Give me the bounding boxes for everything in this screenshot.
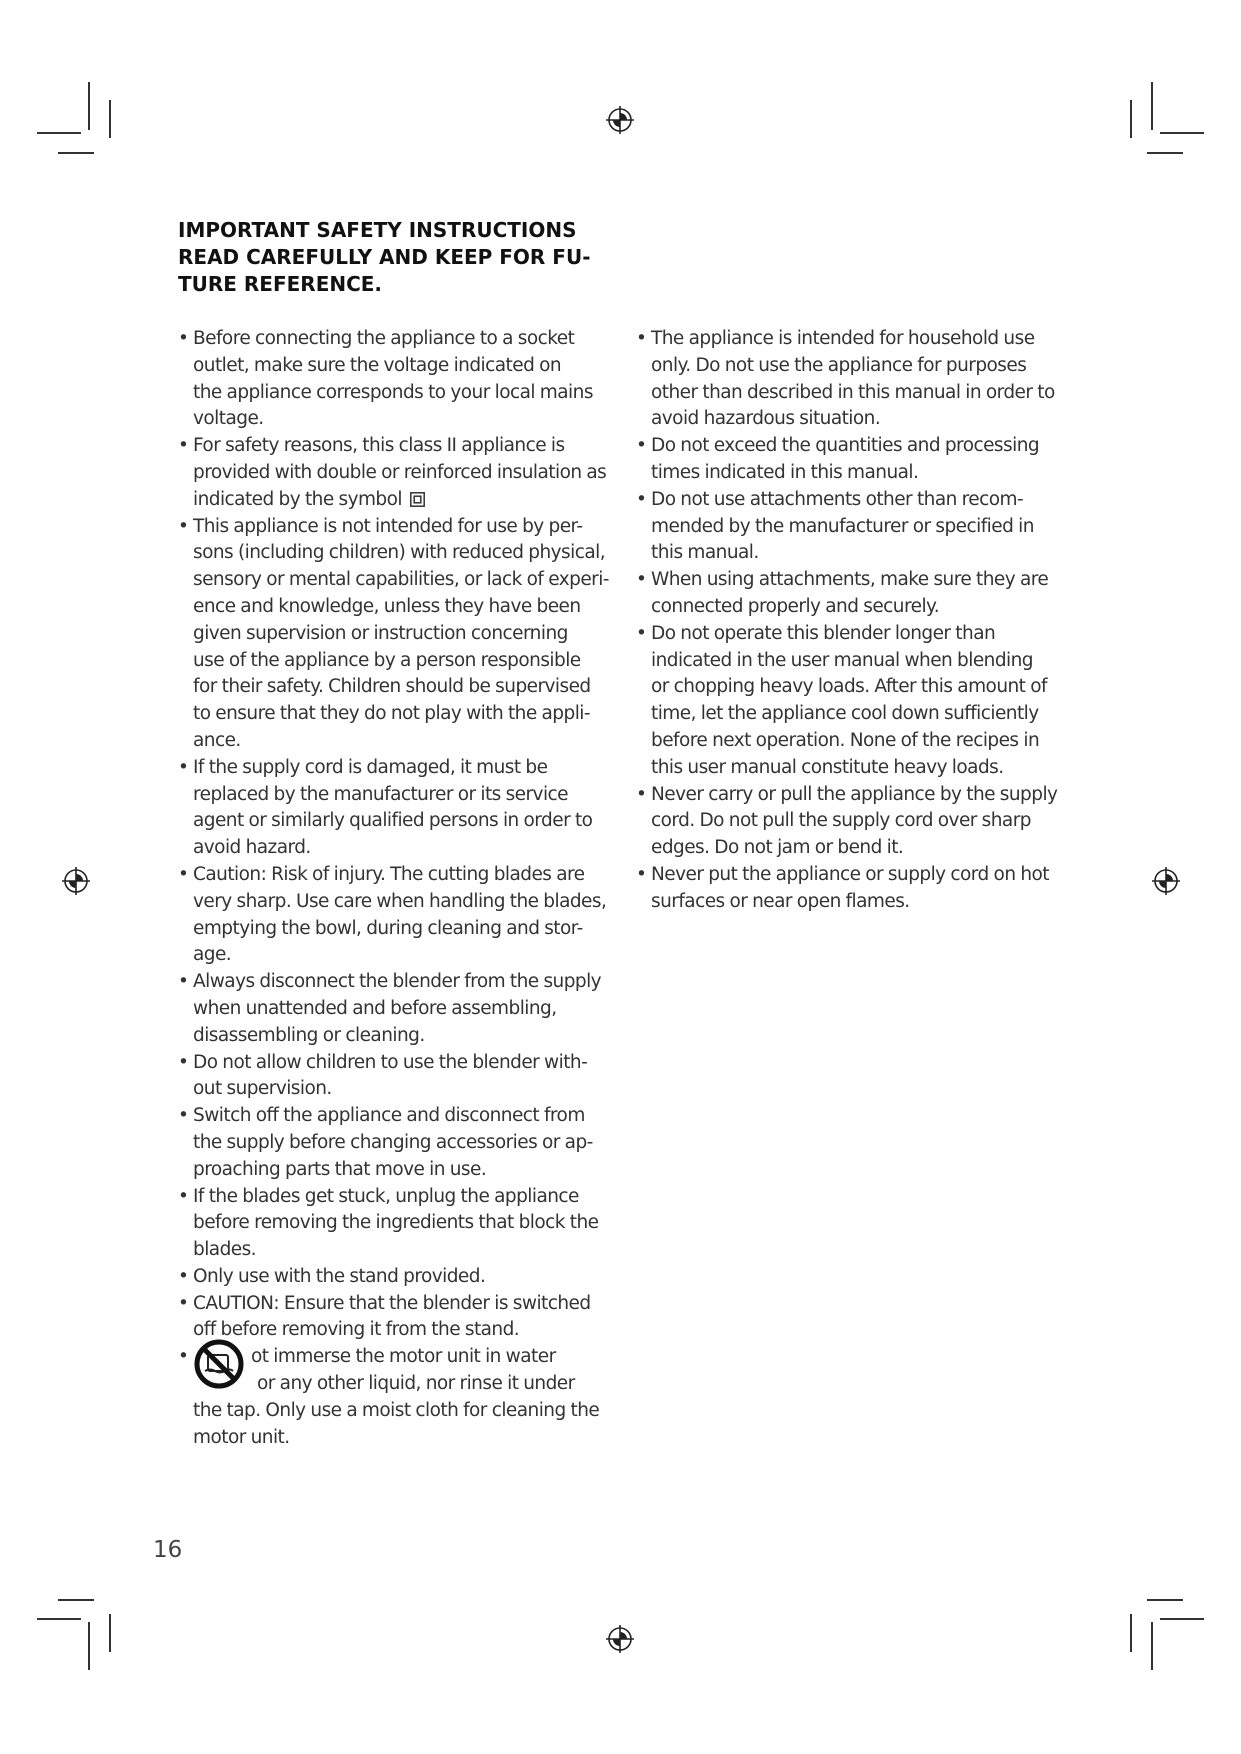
crop-mark [109, 1614, 111, 1652]
text-line: avoid hazardous situation. [651, 408, 881, 430]
text-line: off before removing it from the stand. [193, 1319, 520, 1341]
safety-list-right [636, 326, 1066, 916]
text-line: cord. Do not pull the supply cord over sharp [651, 810, 1031, 832]
list-item [178, 969, 618, 1049]
list-item [178, 755, 618, 862]
crop-mark [1130, 1614, 1132, 1652]
text-line: If the blades get stuck, unplug the appliance [193, 1185, 579, 1207]
text-line: avoid hazard. [193, 837, 311, 859]
text-line: when unattended and before assembling, [193, 997, 557, 1019]
list-item [178, 433, 618, 513]
crop-mark [1147, 1599, 1183, 1601]
text-line: provided with double or reinforced insulation as [193, 461, 607, 483]
text-line: Never put the appliance or supply cord on hot [651, 863, 1049, 885]
text-line: edges. Do not jam or bend it. [651, 837, 904, 859]
text-line: replaced by the manufacturer or its service [193, 783, 569, 805]
text-line: voltage. [193, 408, 264, 430]
text-line: motor unit. [193, 1426, 290, 1448]
text-line: time, let the appliance cool down sufficiently [651, 703, 1039, 725]
list-item [178, 1291, 618, 1345]
text-line: ot immerse the motor unit in water [251, 1346, 556, 1368]
list-item [636, 621, 1066, 782]
crop-mark [37, 132, 81, 134]
crop-mark [88, 1622, 90, 1670]
text-line: blades. [193, 1239, 257, 1261]
text-line: this manual. [651, 542, 759, 564]
text-line: the appliance corresponds to your local mains [193, 381, 593, 403]
list-item [636, 326, 1066, 433]
text-line: Switch off the appliance and disconnect from [193, 1105, 585, 1127]
text-line: indicated in the user manual when blending [651, 649, 1033, 671]
text-line: Before connecting the appliance to a socket [193, 328, 575, 349]
text-line: the tap. Only use a moist cloth for cleaning the [193, 1399, 600, 1421]
text-line: sensory or mental capabilities, or lack of experi- [193, 569, 609, 591]
text-line: or any other liquid, nor rinse it under [257, 1373, 575, 1395]
text-line: very sharp. Use care when handling the blades, [193, 890, 607, 912]
text-line: connected properly and securely. [651, 595, 940, 617]
text-line: Do not exceed the quantities and processing [651, 435, 1040, 457]
list-item [178, 326, 618, 433]
text-line: Do not operate this blender longer than [651, 622, 996, 644]
crop-mark [1160, 132, 1204, 134]
list-item [178, 1344, 618, 1451]
text-line: times indicated in this manual. [651, 461, 919, 483]
text-line: the supply before changing accessories or ap- [193, 1131, 593, 1153]
text-line: or chopping heavy loads. After this amount of [651, 676, 1047, 698]
list-item [178, 1050, 618, 1104]
list-item [636, 433, 1066, 487]
crop-mark [109, 100, 111, 138]
text-line: ance. [193, 729, 241, 751]
list-item [636, 782, 1066, 862]
text-line: ence and knowledge, unless they have been [193, 595, 581, 617]
list-item [636, 487, 1066, 567]
text-line: proaching parts that move in use. [193, 1158, 487, 1180]
list-item [636, 862, 1066, 916]
registration-mark-icon [1151, 866, 1181, 896]
text-line: agent or similarly qualified persons in order to [193, 810, 593, 832]
crop-mark [37, 1618, 81, 1620]
text-line: outlet, make sure the voltage indicated on [193, 354, 562, 376]
text-line: When using attachments, make sure they are [651, 569, 1049, 591]
text-line: sons (including children) with reduced physical, [193, 542, 606, 564]
text-line: for their safety. Children should be supervised [193, 676, 591, 698]
registration-mark-icon [605, 1624, 635, 1654]
text-line: out supervision. [193, 1078, 332, 1100]
page-title [178, 217, 598, 298]
registration-mark-icon [605, 105, 635, 135]
list-item [636, 567, 1066, 621]
list-item [178, 1264, 618, 1291]
class-ii-double-insulation-icon [410, 492, 425, 507]
text-line: to ensure that they do not play with the appli- [193, 703, 590, 725]
do-not-immerse-icon [193, 1338, 245, 1390]
text-line: The appliance is intended for household use [651, 328, 1035, 349]
crop-mark [58, 152, 94, 154]
registration-mark-icon [61, 866, 91, 896]
text-line: surfaces or near open flames. [651, 890, 910, 912]
text-line: before removing the ingredients that block the [193, 1212, 599, 1234]
heading-line: IMPORTANT SAFETY INSTRUCTIONS [178, 218, 577, 242]
text-line: emptying the bowl, during cleaning and stor- [193, 917, 583, 939]
text-line: For safety reasons, this class II appliance is [193, 435, 565, 457]
crop-mark [1130, 100, 1132, 138]
crop-mark [58, 1599, 94, 1601]
text-line: disassembling or cleaning. [193, 1024, 425, 1046]
text-line: This appliance is not intended for use by per- [193, 515, 583, 537]
crop-mark [1160, 1618, 1204, 1620]
text-line: Do not allow children to use the blender with- [193, 1051, 588, 1073]
text-line: given supervision or instruction concerning [193, 622, 568, 644]
text-line: before next operation. None of the recipes in [651, 729, 1040, 751]
page-number: 16 [153, 1537, 183, 1563]
immerse-text [251, 1344, 575, 1398]
list-item [178, 1103, 618, 1183]
text-line: only. Do not use the appliance for purposes [651, 354, 1027, 376]
immerse-row [193, 1344, 618, 1398]
text-line: mended by the manufacturer or specified in [651, 515, 1034, 537]
text-line: Caution: Risk of injury. The cutting blades are [193, 863, 585, 885]
text-line: If the supply cord is damaged, it must be [193, 756, 548, 778]
text-line: Only use with the stand provided. [193, 1265, 486, 1287]
text-line: Do not use attachments other than recom- [651, 488, 1024, 510]
list-item [178, 514, 618, 755]
crop-mark [1147, 152, 1183, 154]
crop-mark [88, 82, 90, 130]
text-line: this user manual constitute heavy loads. [651, 756, 1004, 778]
heading-line: TURE REFERENCE. [178, 272, 383, 296]
heading-line: READ CAREFULLY AND KEEP FOR FU- [178, 245, 591, 269]
text-line: use of the appliance by a person responsible [193, 649, 581, 671]
text-line: other than described in this manual in order to [651, 381, 1055, 403]
crop-mark [1151, 1622, 1153, 1670]
list-item [178, 862, 618, 969]
text-line: Always disconnect the blender from the supply [193, 971, 602, 993]
safety-list-left [178, 326, 618, 1451]
text-line: CAUTION: Ensure that the blender is switched [193, 1292, 591, 1314]
text-line: indicated by the symbol [193, 488, 402, 510]
text-line: age. [193, 944, 232, 966]
list-item [178, 1184, 618, 1264]
text-line: Never carry or pull the appliance by the supply [651, 783, 1058, 805]
crop-mark [1151, 82, 1153, 130]
